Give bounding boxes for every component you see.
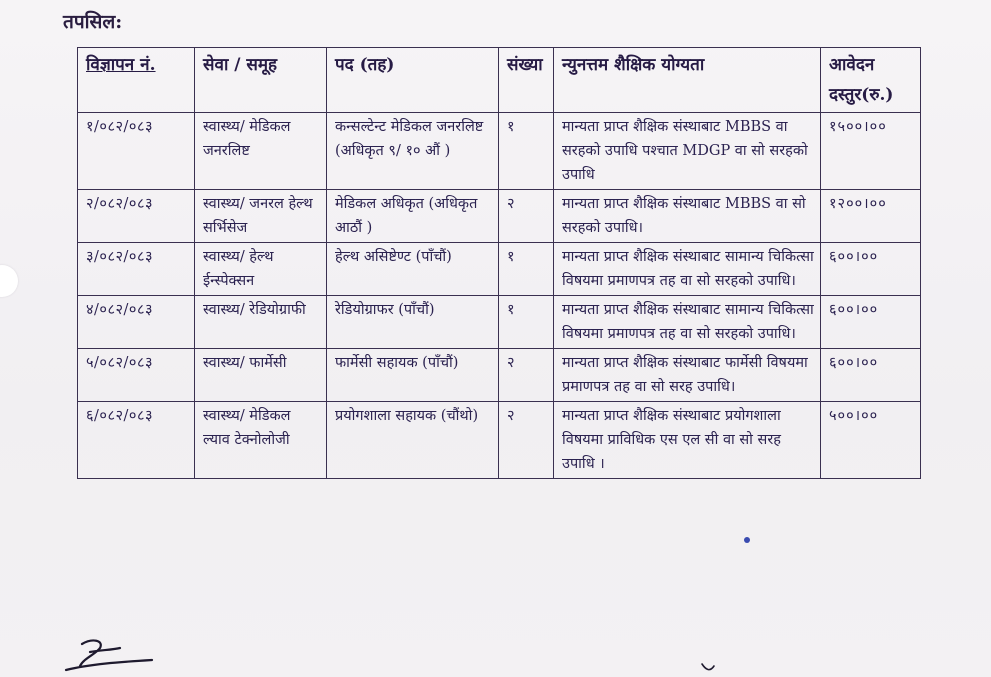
header-adv-no: विज्ञापन नं. xyxy=(78,48,195,113)
cell-count: २ xyxy=(499,190,554,243)
cell-adv-no: ३/०८२/०८३ xyxy=(78,243,195,296)
cell-service: स्वास्थ्य/ फार्मेसी xyxy=(195,349,327,402)
cell-count: १ xyxy=(499,113,554,190)
cell-adv-no: ६/०८२/०८३ xyxy=(78,402,195,479)
vacancy-table xyxy=(77,47,921,479)
cell-count: २ xyxy=(499,349,554,402)
header-count: संख्या xyxy=(499,48,554,113)
cell-post: रेडियोग्राफर (पाँचौं) xyxy=(327,296,499,349)
cell-post: कन्सल्टेन्ट मेडिकल जनरलिष्ट (अधिकृत ९/ १० औं ) xyxy=(327,113,499,190)
header-qualification: न्युनत्तम शैक्षिक योग्यता xyxy=(554,48,821,113)
cell-qualification: मान्यता प्राप्त शैक्षिक संस्थाबाट सामान्य चिकित्सा विषयमा प्रमाणपत्र तह वा सो सरहको उपाधि। xyxy=(554,296,821,349)
table-header-row xyxy=(78,48,921,113)
table-row xyxy=(78,243,921,296)
cell-fee: १५००।०० xyxy=(821,113,921,190)
table-row xyxy=(78,296,921,349)
cell-qualification: मान्यता प्राप्त शैक्षिक संस्थाबाट MBBS वा सरहको उपाधि पश्चात MDGP वा सो सरहको उपाधि xyxy=(554,113,821,190)
cell-post: मेडिकल अधिकृत (अधिकृत आठौं ) xyxy=(327,190,499,243)
table-row xyxy=(78,190,921,243)
table-row xyxy=(78,402,921,479)
table-row xyxy=(78,113,921,190)
cell-post: प्रयोगशाला सहायक (चौंथो) xyxy=(327,402,499,479)
cell-fee: ५००।०० xyxy=(821,402,921,479)
handwritten-signature xyxy=(60,636,160,676)
table-row xyxy=(78,349,921,402)
cell-fee: ६००।०० xyxy=(821,243,921,296)
cell-post: फार्मेसी सहायक (पाँचौं) xyxy=(327,349,499,402)
cell-fee: ६००।०० xyxy=(821,296,921,349)
cell-adv-no: २/०८२/०८३ xyxy=(78,190,195,243)
cell-qualification: मान्यता प्राप्त शैक्षिक संस्थाबाट प्रयोगशाला विषयमा प्राविधिक एस एल सी वा सो सरह उपाधि । xyxy=(554,402,821,479)
cell-service: स्वास्थ्य/ जनरल हेल्थ सर्भिसेज xyxy=(195,190,327,243)
cell-adv-no: ५/०८२/०८३ xyxy=(78,349,195,402)
pen-mark xyxy=(700,660,720,674)
cell-count: २ xyxy=(499,402,554,479)
section-heading: तपसिल: xyxy=(63,11,123,33)
cell-qualification: मान्यता प्राप्त शैक्षिक संस्थाबाट सामान्य चिकित्सा विषयमा प्रमाणपत्र तह वा सो सरहको उपाधि। xyxy=(554,243,821,296)
punch-hole xyxy=(0,265,18,297)
cell-service: स्वास्थ्य/ हेल्थ ईन्स्पेक्सन xyxy=(195,243,327,296)
cell-count: १ xyxy=(499,296,554,349)
cell-service: स्वास्थ्य/ रेडियोग्राफी xyxy=(195,296,327,349)
header-post: पद (तह) xyxy=(327,48,499,113)
header-fee: आवेदन दस्तुर(रु.) xyxy=(821,48,921,113)
cell-count: १ xyxy=(499,243,554,296)
cell-adv-no: ४/०८२/०८३ xyxy=(78,296,195,349)
cell-service: स्वास्थ्य/ मेडिकल ल्याव टेक्नोलोजी xyxy=(195,402,327,479)
cell-qualification: मान्यता प्राप्त शैक्षिक संस्थाबाट फार्मेसी विषयमा प्रमाणपत्र तह वा सो सरह उपाधि। xyxy=(554,349,821,402)
cell-service: स्वास्थ्य/ मेडिकल जनरलिष्ट xyxy=(195,113,327,190)
header-service: सेवा / समूह xyxy=(195,48,327,113)
cell-adv-no: १/०८२/०८३ xyxy=(78,113,195,190)
cell-post: हेल्थ असिष्टेण्ट (पाँचौं) xyxy=(327,243,499,296)
cell-fee: १२००।०० xyxy=(821,190,921,243)
ink-dot xyxy=(744,537,750,543)
cell-fee: ६००।०० xyxy=(821,349,921,402)
cell-qualification: मान्यता प्राप्त शैक्षिक संस्थाबाट MBBS वा सो सरहको उपाधि। xyxy=(554,190,821,243)
